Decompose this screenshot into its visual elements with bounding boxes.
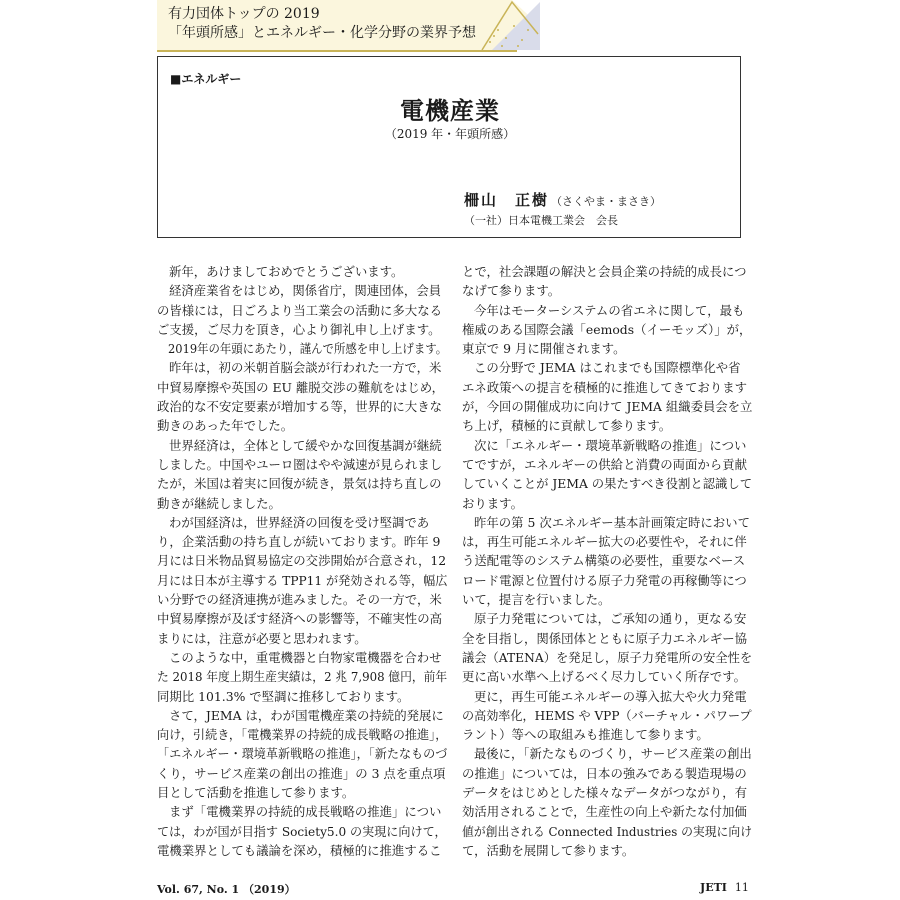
banner-title	[168, 5, 476, 43]
body-text-line: さて，JEMA は，わが国電機産業の持続的発展に	[169, 707, 444, 723]
body-text-line: わが国経済は，世界経済の回復を受け堅調であ	[169, 514, 430, 530]
body-text-line: 2019年の年頭にあたり，謹んで所感を申し上げます。	[168, 341, 448, 357]
body-text-line: なげて参ります。	[462, 283, 561, 299]
body-text-line: う送配電等のシステム構築の必要性，重要なベース	[462, 553, 746, 569]
body-text-line: おります。	[462, 495, 523, 511]
body-text-line: り，企業活動の持ち直しが続いております。昨年 9	[157, 534, 441, 550]
banner-title-line1: 有力団体トップの 2019	[168, 6, 320, 22]
body-text-line: 動きのあった年でした。	[157, 418, 294, 434]
body-text-line: が，今回の開催成功に向けて JEMA 組織委員会を立	[462, 399, 753, 415]
body-text-line: 「エネルギー・環境革新戦略の推進」，「新たなものづ	[157, 746, 448, 762]
body-column-right	[462, 262, 753, 860]
body-text-line: 全を目指し，関係団体とともに原子力エネルギー協	[462, 630, 747, 646]
banner-title-line2: 「年頭所感」とエネルギー・化学分野の業界予想	[168, 25, 476, 41]
body-text-line: てですが，エネルギーの供給と消費の両面から貢献	[462, 456, 747, 472]
body-text-line: 向け，引続き，「電機業界の持続的成長戦略の推進」，	[157, 727, 448, 743]
body-text-line: 議会（ATENA）を発足し，原子力発電所の安全性を	[462, 649, 753, 665]
body-text-line: この分野で JEMA はこれまでも国際標準化や省	[474, 360, 741, 376]
body-text-line: いて，提言を行いました。	[462, 592, 611, 608]
body-text-line: 中貿易摩擦や英国の EU 離脱交渉の難航をはじめ，	[157, 379, 445, 395]
body-text-line: 同期比 101.3% で堅調に推移しております。	[157, 688, 410, 704]
body-text-line: 更に高い水準へ上げるべく尽力していく所存です。	[462, 669, 746, 685]
body-text-line: 電機業界としても議論を深め，積極的に推進するこ	[157, 842, 442, 858]
body-text-line: 権威のある国際会議「eemods（イーモッズ）」が，	[462, 321, 752, 337]
body-text-line: このような中，重電機器と白物家電機器を合わせ	[169, 649, 442, 665]
body-text-line: い分野での経済連携が進みました。その一方で，米	[157, 592, 442, 608]
article-title: 電機産業	[400, 97, 500, 125]
author-organization: （一社）日本電機工業会 会長	[464, 214, 618, 227]
body-text-line: ロード電源と位置付ける原子力発電の再稼働等につ	[462, 572, 747, 588]
body-text-line: 今年はモーターシステムの省エネに関して，最も	[474, 302, 745, 318]
body-text-line: 月には日米物品貿易協定の交渉開始が合意され，12	[157, 553, 447, 569]
body-text-line: まず「電機業界の持続的成長戦略の推進」につい	[169, 804, 442, 820]
body-text-line: ラント）等への取組みも推進して参ります。	[462, 727, 709, 743]
body-text-line: エネ政策への提言を積極的に推進してきております	[462, 379, 747, 395]
body-text-line: まりには，注意が必要と思われます。	[157, 630, 367, 646]
footer-page-number: 11	[734, 881, 749, 894]
author-reading: （さくやま・まさき）	[551, 195, 662, 208]
body-text-line: 次に「エネルギー・環境革新戦略の推進」につい	[474, 437, 747, 453]
body-text-line: て，活動を展開して参ります。	[462, 842, 635, 858]
body-text-line: の高効率化，HEMS や VPP（バーチャル・パワープ	[462, 707, 752, 723]
body-text-line: 経済産業省をはじめ，関係省庁，関連団体，会員	[169, 283, 442, 299]
body-text-line: は，再生可能エネルギー拡大の必要性や，それに伴	[462, 534, 747, 550]
body-text-line: 月には日本が主導する TPP11 が発効される等，幅広	[157, 572, 448, 588]
body-text-line: 東京で 9 月に開催されます。	[462, 341, 626, 357]
body-text-line: していくことが JEMA の果たすべき役割と認識して	[462, 476, 753, 492]
body-text-line: 更に，再生可能エネルギーの導入拡大や火力発電	[474, 688, 747, 704]
footer-journal: JETI	[700, 881, 727, 894]
body-text-line: たが，米国は着実に回復が続き，景気は持ち直しの	[157, 476, 442, 492]
body-text-line: の推進」については，日本の強みである製造現場の	[462, 765, 747, 781]
body-text-line: 新年，あけましておめでとうございます。	[169, 264, 404, 279]
body-text-line: データをはじめとした様々なデータがつながり，有	[462, 785, 747, 801]
body-column-left	[157, 262, 448, 860]
author-name: 柵山 正樹	[464, 191, 550, 209]
footer-page-info	[700, 881, 749, 894]
body-text-line: ては，わが国が目指す Society5.0 の実現に向けて，	[157, 823, 447, 839]
body-text-line: 目として活動を推進して参ります。	[157, 785, 355, 801]
body-text-line: しました。中国やユーロ圏はやや減速が見られまし	[157, 456, 442, 472]
author-line	[464, 189, 661, 210]
body-text-line: 最後に，「新たなものづくり，サービス産業の創出	[473, 746, 752, 762]
article-header-box	[157, 56, 741, 238]
body-text-line: 世界経済は，全体として緩やかな回復基調が継続	[169, 437, 442, 453]
footer-volume: Vol. 67, No. 1 （2019）	[157, 883, 296, 896]
body-text-line: 原子力発電については，ご承知の通り，更なる安	[474, 611, 747, 627]
body-text-line: た 2018 年度上期生産実績は，2 兆 7,908 億円，前年	[157, 669, 448, 685]
body-text-line: くり，サービス産業の創出の推進」の 3 点を重点項	[157, 765, 446, 781]
body-text-line: 値が創出される Connected Industries の実現に向け	[462, 823, 753, 839]
body-text-line: 動きが継続しました。	[157, 495, 281, 511]
banner-rule	[157, 50, 517, 52]
corner-decoration-icon	[478, 0, 540, 50]
body-text-line: の皆様には，日ごろより当工業会の活動に多大なる	[157, 302, 442, 318]
body-text-line: ご支援，ご尽力を頂き，心より御礼申し上げます。	[157, 321, 441, 337]
body-text-line: とで，社会課題の解決と会員企業の持続的成長につ	[462, 264, 747, 279]
body-text-line: ち上げ，積極的に貢献して参ります。	[462, 418, 672, 434]
article-subtitle: （2019 年・年頭所感）	[384, 127, 516, 141]
body-text-line: 昨年は，初の米朝首脳会談が行われた一方で，米	[169, 360, 442, 376]
body-text-line: 昨年の第 5 次エネルギー基本計画策定時において	[474, 514, 750, 530]
section-label: ■エネルギー	[170, 72, 242, 86]
body-text-line: 効活用されることで，生産性の向上や新たな付加価	[462, 804, 747, 820]
body-text-line: 中貿易摩擦が及ぼす経済への影響等，不確実性の高	[157, 611, 442, 627]
body-text-line: 政治的な不安定要素が増加する等，世界的に大きな	[157, 399, 442, 415]
